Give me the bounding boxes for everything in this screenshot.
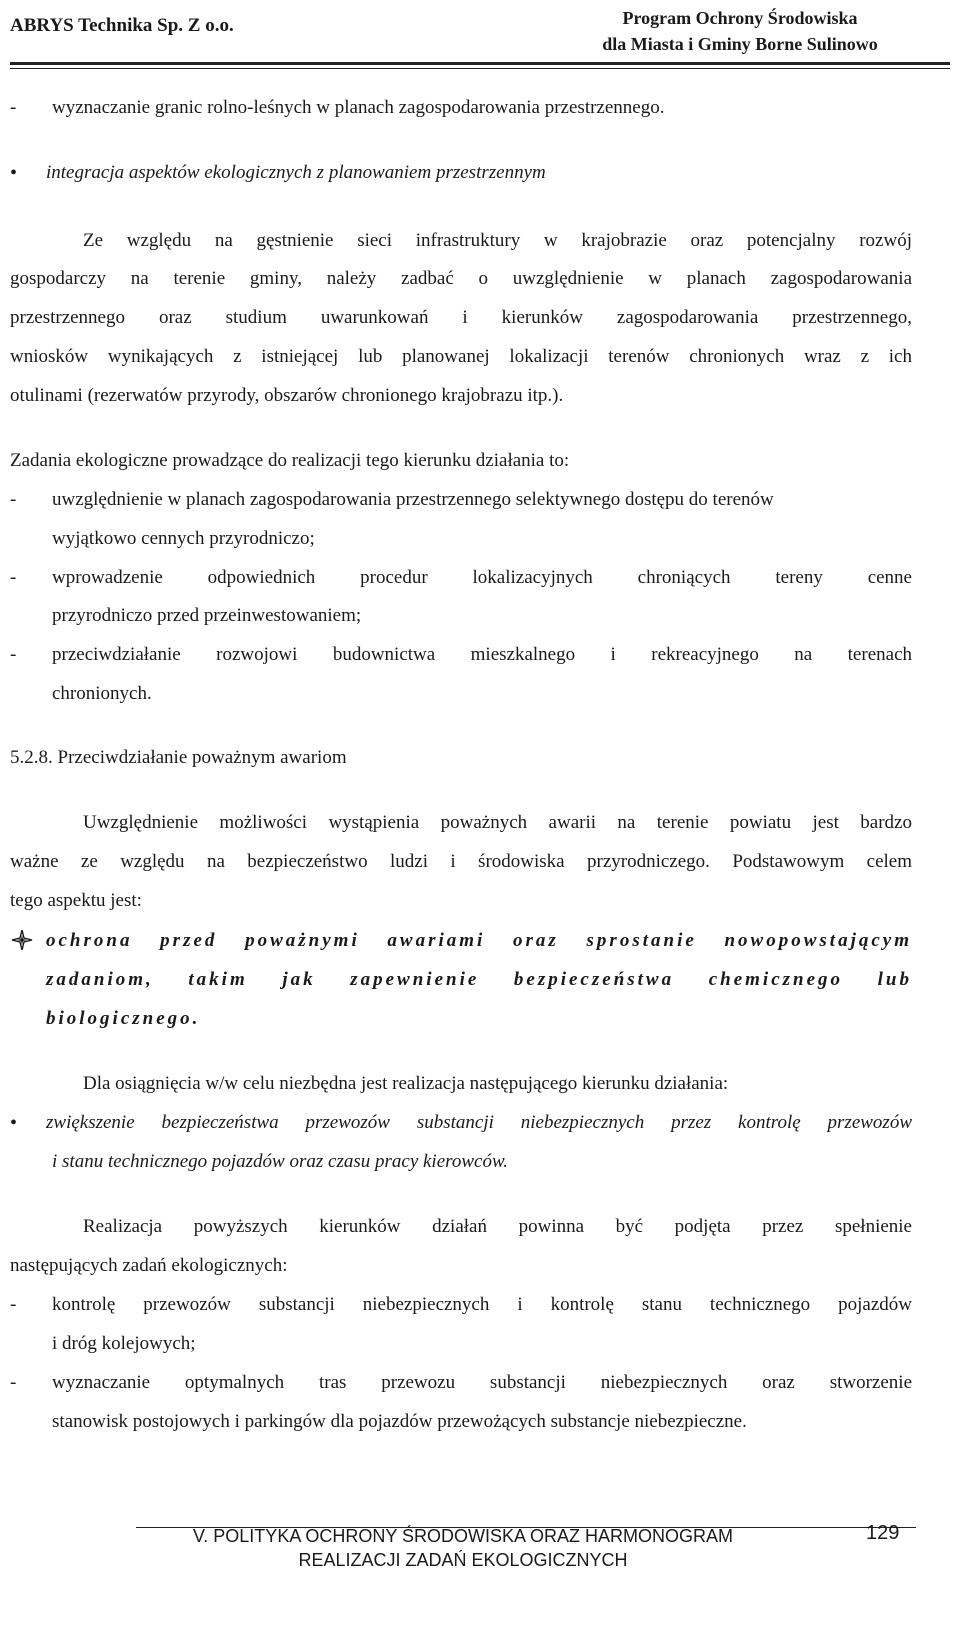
para4-line: Realizacja powyższych kierunków działań powinna być podjęta przez spełnienie <box>83 1216 912 1237</box>
top-dash-item: wyznaczanie granic rolno-leśnych w planach zagospodarowania przestrzennego. <box>52 97 665 118</box>
goal-line: ochrona przed poważnymi awariami oraz sprostanie nowopowstającym <box>46 930 912 951</box>
task-item-cont: chronionych. <box>52 683 152 704</box>
dash-marker: - <box>10 1294 17 1315</box>
diamond-bullet-icon <box>10 928 34 952</box>
task-item-cont: i dróg kolejowych; <box>52 1333 196 1354</box>
tasks-intro: Zadania ekologiczne prowadzące do realizacji tego kierunku działania to: <box>10 450 570 471</box>
bullet-marker: • <box>10 162 18 184</box>
para1-line: gospodarczy na terenie gminy, należy zadbać o uwzględnienie w planach zagospodarowania <box>10 268 912 289</box>
task-item: wyznaczanie optymalnych tras przewozu substancji niebezpiecznych oraz stworzenie <box>52 1372 912 1393</box>
dash-marker: - <box>10 489 17 510</box>
program-title-line1: Program Ochrony Środowiska <box>622 8 858 28</box>
para1-line: przestrzennego oraz studium uwarunkowań i kierunków zagospodarowania przestrzennego, <box>10 307 912 328</box>
goal-line: biologicznego. <box>46 1008 201 1029</box>
footer-chapter-title <box>136 1524 790 1572</box>
para1-line: Ze względu na gęstnienie sieci infrastruktury w krajobrazie oraz potencjalny rozwój <box>83 230 912 251</box>
program-title-line2: dla Miasta i Gminy Borne Sulinowo <box>602 34 878 54</box>
bullet-item-safety: zwiększenie bezpieczeństwa przewozów substancji niebezpiecznych przez kontrolę przewozów <box>46 1112 912 1133</box>
para2-line: Uwzględnienie możliwości wystąpienia poważnych awarii na terenie powiatu jest bardzo <box>83 812 912 833</box>
bullet-item-integration: integracja aspektów ekologicznych z planowaniem przestrzennym <box>46 162 546 183</box>
task-item: uwzględnienie w planach zagospodarowania przestrzennego selektywnego dostępu do terenów <box>52 489 774 510</box>
dash-marker: - <box>10 1372 17 1393</box>
task-item-cont: wyjątkowo cennych przyrodniczo; <box>52 528 315 549</box>
task-item: przeciwdziałanie rozwojowi budownictwa mieszkalnego i rekreacyjnego na terenach <box>52 644 912 665</box>
company-name: ABRYS Technika Sp. Z o.o. <box>10 15 234 36</box>
task-item-cont: stanowisk postojowych i parkingów dla pojazdów przewożących substancje niebezpieczne. <box>52 1411 747 1432</box>
section-heading: 5.2.8. Przeciwdziałanie poważnym awariom <box>10 747 347 768</box>
task-item-cont: przyrodniczo przed przeinwestowaniem; <box>52 605 362 626</box>
footer-line1: V. POLITYKA OCHRONY ŚRODOWISKA ORAZ HARMONOGRAM <box>192 1526 734 1546</box>
bullet-item-safety-cont: i stanu technicznego pojazdów oraz czasu pracy kierowców. <box>52 1151 508 1172</box>
header-rule-thick <box>10 62 950 65</box>
para3: Dla osiągnięcia w/w celu niezbędna jest realizacja następującego kierunku działania: <box>83 1073 729 1094</box>
bullet-marker: • <box>10 1112 18 1134</box>
para1-line: otulinami (rezerwatów przyrody, obszarów chronionego krajobrazu itp.). <box>10 385 564 406</box>
task-item: kontrolę przewozów substancji niebezpiecznych i kontrolę stanu technicznego pojazdów <box>52 1294 912 1315</box>
goal-line: zadaniom, takim jak zapewnienie bezpieczeństwa chemicznego lub <box>46 969 912 990</box>
program-title <box>530 5 950 57</box>
page-number: 129 <box>866 1522 900 1544</box>
header-rule-thin <box>10 68 950 69</box>
para4-line: następujących zadań ekologicznych: <box>10 1255 288 1276</box>
para1-line: wniosków wynikających z istniejącej lub planowanej lokalizacji terenów chronionych wraz z ich <box>10 346 912 367</box>
para2-line: tego aspektu jest: <box>10 890 142 911</box>
dash-marker: - <box>10 567 17 588</box>
task-item: wprowadzenie odpowiednich procedur lokalizacyjnych chroniących tereny cenne <box>52 567 912 588</box>
para2-line: ważne ze względu na bezpieczeństwo ludzi i środowiska przyrodniczego. Podstawowym celem <box>10 851 912 872</box>
dash-marker: - <box>10 644 17 665</box>
dash-marker: - <box>10 97 17 118</box>
footer-line2: REALIZACJI ZADAŃ EKOLOGICZNYCH <box>298 1550 628 1570</box>
